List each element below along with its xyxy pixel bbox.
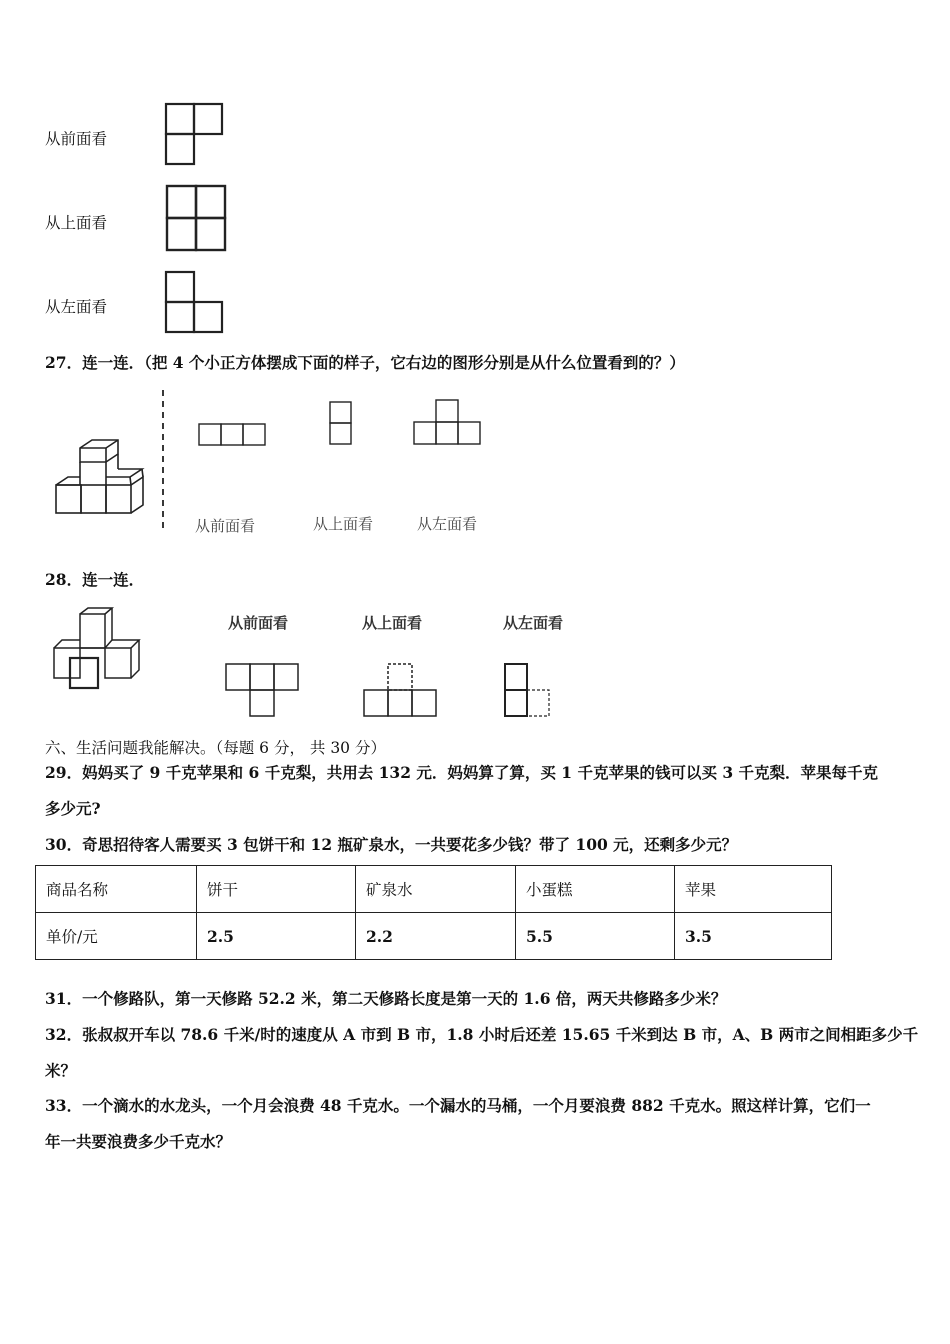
top-view-figure	[160, 183, 232, 255]
left-view-figure	[160, 268, 230, 338]
table-cell: 单价/元	[36, 913, 197, 960]
question-27-text: 27．连一连．（把 4 个小正方体摆成下面的样子，它右边的图形分别是从什么位置看到的？）	[45, 353, 685, 372]
q28-label-front: 从前面看	[228, 614, 289, 632]
question-31-text: 31．一个修路队，第一天修路 52.2 米，第二天修路长度是第一天的 1.6 倍，两天共修路多少米？	[45, 989, 727, 1008]
question-32-line2: 米？	[45, 1061, 77, 1080]
dashed-divider	[158, 388, 168, 533]
q27-cube-stack	[50, 440, 150, 520]
question-33-line1: 33．一个滴水的水龙头，一个月会浪费 48 千克水。一个漏水的马桶，一个月要浪费 882 千克水。照这样计算，它们一	[45, 1096, 871, 1115]
q28-view-left-figure	[500, 660, 560, 720]
table-cell: 2.5	[197, 913, 356, 960]
table-header-row	[36, 866, 832, 913]
table-cell: 2.2	[356, 913, 516, 960]
q27-view-three-in-row	[196, 420, 268, 450]
q27-label-front: 从前面看	[195, 517, 256, 535]
view-label-top: 从上面看	[45, 214, 108, 232]
q28-label-top: 从上面看	[362, 614, 423, 632]
q28-view-top-figure	[360, 660, 442, 720]
q28-label-left: 从左面看	[503, 614, 564, 632]
question-33-line2: 年一共要浪费多少千克水？	[45, 1132, 232, 1151]
table-cell: 苹果	[675, 866, 832, 913]
q27-label-top: 从上面看	[313, 515, 374, 533]
price-table	[35, 865, 832, 960]
view-label-left: 从左面看	[45, 298, 108, 316]
question-30-text: 30．奇思招待客人需要买 3 包饼干和 12 瓶矿泉水，一共要花多少钱？带了 100 元，还剩多少元？	[45, 835, 738, 854]
question-29-line2: 多少元?	[45, 799, 101, 818]
question-29-line1: 29．妈妈买了 9 千克苹果和 6 千克梨，共用去 132 元．妈妈算了算，买 1 千克苹果的钱可以买 3 千克梨．苹果每千克	[45, 763, 879, 782]
table-cell: 商品名称	[36, 866, 197, 913]
q28-cube-stack	[48, 606, 158, 694]
table-row	[36, 913, 832, 960]
question-28-text: 28．连一连．	[45, 570, 145, 589]
section-6-heading: 六、生活问题我能解决。（每题 6 分， 共 30 分）	[45, 739, 386, 757]
q27-view-two-stacked	[325, 398, 357, 450]
q27-view-t-shape	[410, 396, 485, 450]
q27-label-left: 从左面看	[417, 515, 478, 533]
table-cell: 饼干	[197, 866, 356, 913]
table-cell: 3.5	[675, 913, 832, 960]
table-cell: 5.5	[516, 913, 675, 960]
q28-view-front-figure	[222, 660, 304, 720]
table-cell: 小蛋糕	[516, 866, 675, 913]
front-view-figure	[160, 100, 230, 170]
view-label-front: 从前面看	[45, 130, 108, 148]
table-cell: 矿泉水	[356, 866, 516, 913]
question-32-line1: 32．张叔叔开车以 78.6 千米/时的速度从 A 市到 B 市，1.8 小时后还差 15.65 千米到达 B 市，A、B 两市之间相距多少千	[45, 1025, 919, 1044]
